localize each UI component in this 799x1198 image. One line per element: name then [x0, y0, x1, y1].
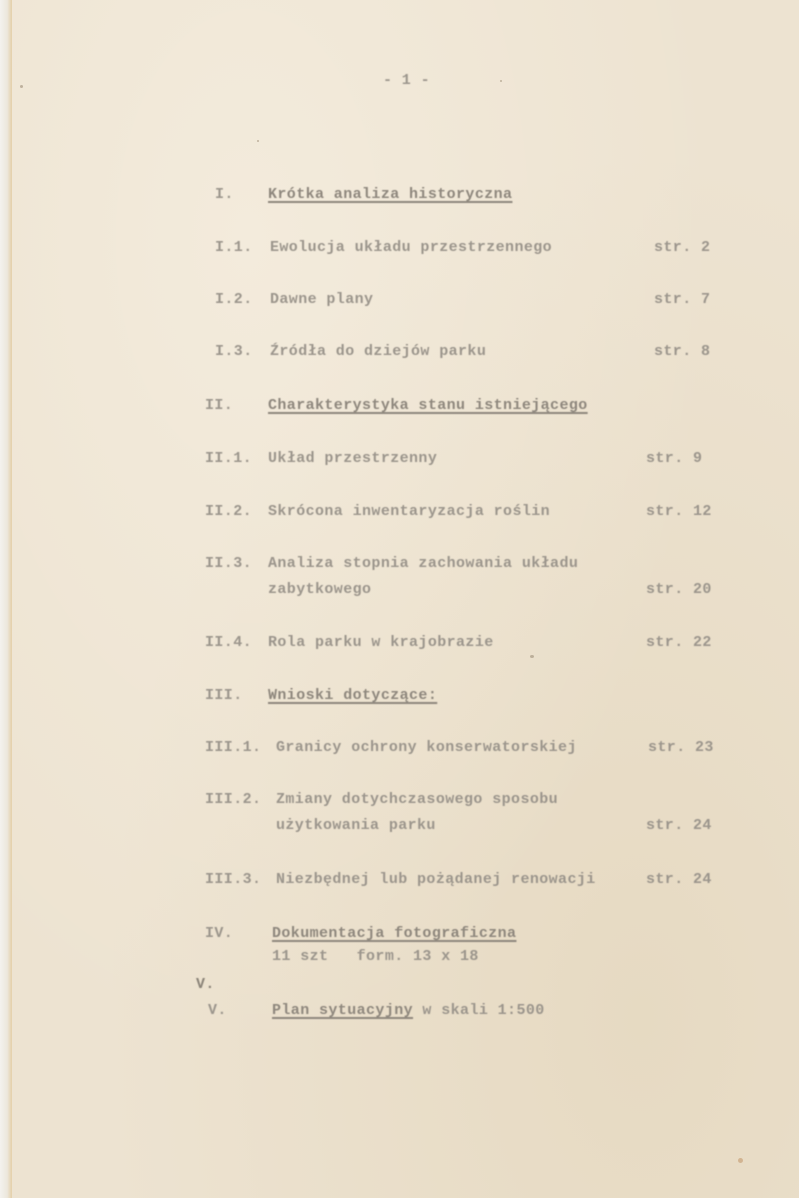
toc-item-title: Układ przestrzenny — [268, 450, 438, 467]
toc-item-title: Granicy ochrony konserwatorskiej — [276, 739, 577, 756]
toc-item-page: str. 7 — [654, 291, 711, 308]
toc-item-title: Rola parku w krajobrazie — [268, 634, 494, 651]
toc-item-number: I.3. — [215, 343, 253, 360]
toc-item-number: III.1. — [205, 739, 262, 756]
toc-item-title: Analiza stopnia zachowania układu — [268, 555, 579, 572]
toc-item-title: Dawne plany — [270, 291, 374, 308]
toc-item-number: II.1. — [205, 450, 253, 467]
paper-speck — [500, 80, 502, 82]
toc-section-title-line — [272, 1002, 545, 1019]
toc-item-number: III.3. — [205, 871, 262, 888]
toc-item-number: III.2. — [205, 791, 262, 808]
toc-section-title-suffix: w skali 1:500 — [413, 1002, 545, 1019]
toc-section-number: I. — [215, 186, 234, 203]
toc-item-number: I.2. — [215, 291, 253, 308]
toc-section-number: II. — [205, 397, 234, 414]
toc-section-number: V. — [208, 1002, 227, 1019]
toc-section-title: Dokumentacja fotograficzna — [272, 925, 517, 942]
page-number: - 1 - — [383, 72, 431, 89]
toc-item-page: str. 12 — [646, 503, 712, 520]
toc-item-page: str. 22 — [646, 634, 712, 651]
toc-item-number: II.4. — [205, 634, 253, 651]
toc-section-title: Charakterystyka stanu istniejącego — [268, 397, 588, 414]
toc-item-page: str. 24 — [646, 817, 712, 834]
toc-section-number-struck: V. — [196, 976, 215, 993]
toc-section-note: 11 szt form. 13 x 18 — [272, 948, 479, 965]
toc-section-number: IV. — [205, 925, 234, 942]
toc-item-title: Skrócona inwentaryzacja roślin — [268, 503, 551, 520]
paper-speck — [20, 85, 23, 88]
toc-item-title: Źródła do dziejów parku — [270, 343, 487, 360]
toc-item-page: str. 9 — [646, 450, 703, 467]
toc-item-page: str. 23 — [648, 739, 714, 756]
toc-item-page: str. 8 — [654, 343, 711, 360]
paper-speck — [738, 1158, 743, 1163]
toc-section-title: Plan sytuacyjny — [272, 1002, 414, 1019]
toc-item-title: Ewolucja układu przestrzennego — [270, 239, 553, 256]
toc-item-number: II.2. — [205, 503, 253, 520]
toc-item-page: str. 2 — [654, 239, 711, 256]
toc-item-title-continued: zabytkowego — [268, 581, 372, 598]
toc-section-title: Wnioski dotyczące: — [268, 687, 438, 704]
paper-speck — [530, 655, 534, 658]
toc-item-title-continued: użytkowania parku — [276, 817, 436, 834]
toc-section-number: III. — [205, 687, 243, 704]
page-left-edge — [0, 0, 12, 1198]
toc-item-title: Zmiany dotychczasowego sposobu — [276, 791, 559, 808]
toc-item-number: I.1. — [215, 239, 253, 256]
toc-item-title: Niezbędnej lub pożądanej renowacji — [276, 871, 596, 888]
toc-item-number: II.3. — [205, 555, 253, 572]
toc-item-page: str. 20 — [646, 581, 712, 598]
toc-item-page: str. 24 — [646, 871, 712, 888]
paper-speck — [257, 140, 259, 142]
toc-section-title: Krótka analiza historyczna — [268, 186, 513, 203]
